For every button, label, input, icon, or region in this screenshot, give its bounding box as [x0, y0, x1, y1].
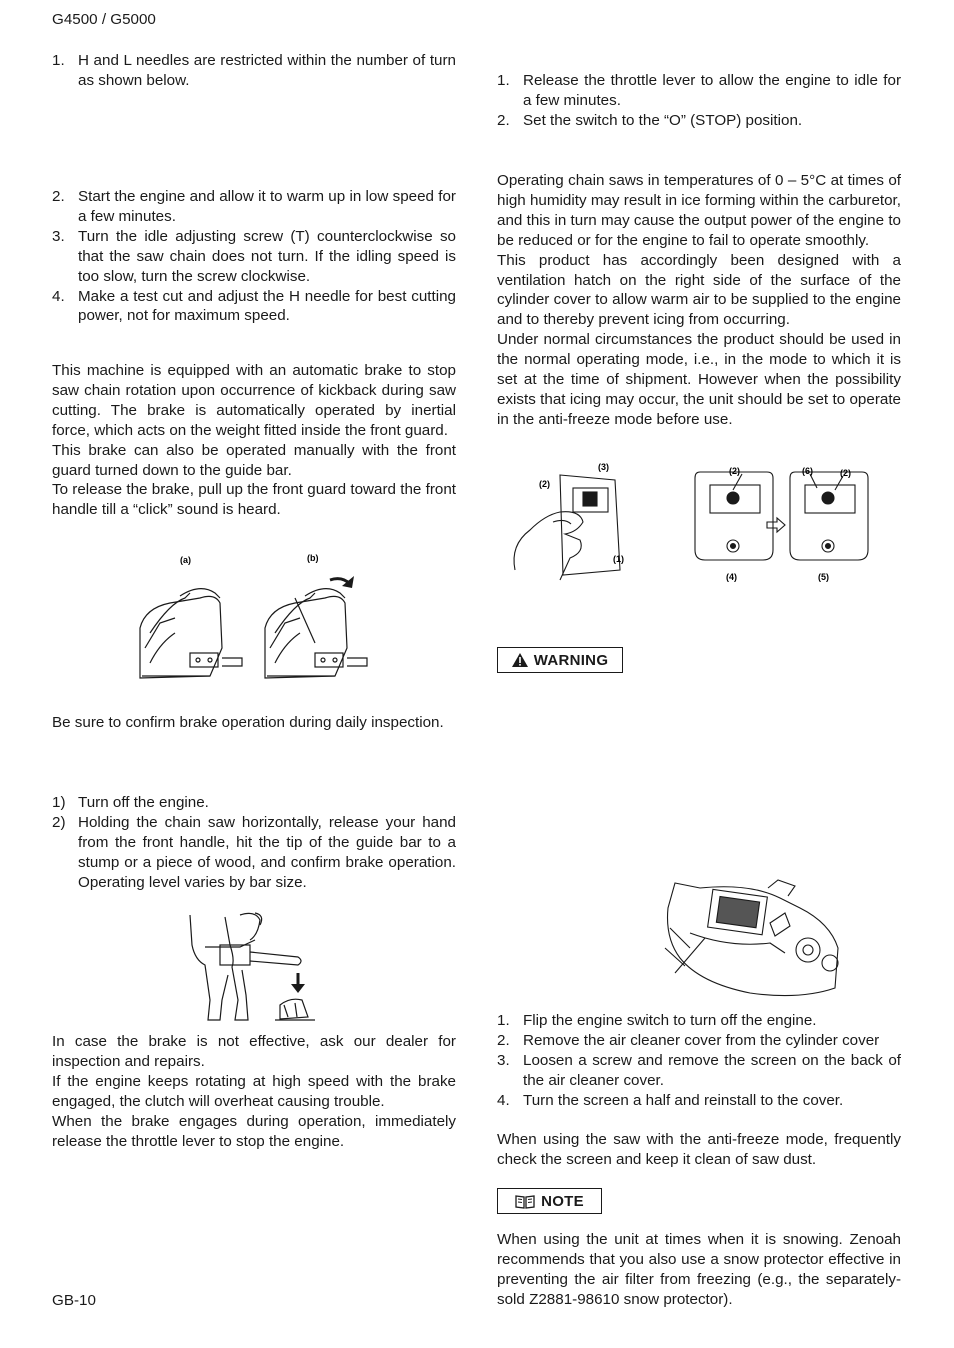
list-item: 1. H and L needles are restricted within the number of turn as shown below.	[52, 52, 456, 89]
brake-test-figure	[180, 905, 330, 1027]
list-item: 2. Remove the air cleaner cover from the cylinder cover	[497, 1031, 880, 1049]
list-item: 3. Turn the idle adjusting screw (T) counterclockwise so that the saw chain does not turn. If the idling speed is too slow, turn the screw clockwise.	[52, 227, 456, 285]
daily-inspection-note: Be sure to confirm brake operation during daily inspection.	[52, 714, 444, 731]
brake-failure-notes: In case the brake is not effective, ask our dealer for inspection and repairs. If the engine keeps rotating at high speed with the brake engaged, the clutch will overheat causing trouble. When the brake engages during operation, immediately release the throttle lever to stop the engine.	[52, 1033, 456, 1150]
screen-maintenance-note: When using the saw with the anti-freeze mode, frequently check the screen and keep it clean of saw dust.	[497, 1131, 901, 1168]
chain-brake-figure	[130, 548, 370, 688]
snow-protector-note: When using the unit at times when it is snowing. Zenoah recommends that you also use a snow protector effective in preventing the air filter from freezing (e.g., the separately-sold Z2881-98610 snow protector).	[497, 1231, 901, 1308]
page-header: G4500 / G5000	[52, 11, 156, 28]
anti-freeze-description: Operating chain saws in temperatures of 0 – 5°C at times of high humidity may result in ice forming within the carburetor, and this in turn may cause the output power of the engine to be reduced or for the engine to fail to operate smoothly. This product has accordingly been designed with a ventilation hatch on the right side of the surface of the cylinder cover to allow warm air to be supplied to the engine and to thereby prevent icing from occurring. Under normal circumstances the product should be used in the normal operating mode, i.e., in the mode to which it is set at the time of shipment. However when the possibility exists that icing may occur, the unit should be set to operate in the anti-freeze mode before use.	[497, 172, 901, 428]
list-item: 2. Set the switch to the “O” (STOP) position.	[497, 111, 803, 129]
warning-badge: WARNING	[497, 647, 623, 673]
list-item: 4. Make a test cut and adjust the H needle for best cutting power, not for maximum speed.	[52, 287, 456, 325]
figure-label-2: (2)	[729, 466, 740, 476]
note-badge: NOTE	[497, 1188, 602, 1214]
figure-label-a: (a)	[180, 555, 191, 565]
list-item: 2) Holding the chain saw horizontally, release your hand from the front handle, hit the tip of the guide bar to a stump or a piece of wood, and confirm brake operation. Operating level varies by bar size.	[52, 813, 456, 891]
figure-label-3: (3)	[598, 462, 609, 472]
air-cleaner-figure	[660, 878, 845, 1003]
screen-flip-steps	[497, 1011, 901, 1111]
figure-label-b: (b)	[307, 553, 319, 563]
figure-label-4: (4)	[726, 572, 737, 582]
page-number: GB-10	[52, 1292, 96, 1309]
list-item: 4. Turn the screen a half and reinstall to the cover.	[497, 1091, 844, 1109]
warning-triangle-icon	[512, 653, 528, 667]
figure-label-2: (2)	[539, 479, 550, 489]
brake-test-steps	[52, 793, 456, 893]
cover-mode-figure	[505, 460, 875, 585]
list-item: 2. Start the engine and allow it to warm up in low speed for a few minutes.	[52, 188, 456, 225]
figure-label-2: (2)	[840, 468, 851, 478]
stop-engine-steps	[497, 71, 901, 131]
list-item: 1. Release the throttle lever to allow the engine to idle for a few minutes.	[497, 72, 901, 109]
adjust-steps-list	[52, 187, 456, 326]
figure-label-1: (1)	[613, 554, 624, 564]
list-item: 1. Flip the engine switch to turn off the engine.	[497, 1012, 817, 1029]
list-item: 1) Turn off the engine.	[52, 794, 209, 811]
book-icon	[515, 1194, 535, 1209]
list-item: 3. Loosen a screw and remove the screen on the back of the air cleaner cover.	[497, 1051, 901, 1089]
figure-label-6: (6)	[802, 466, 813, 476]
figure-label-5: (5)	[818, 572, 829, 582]
needle-list	[52, 51, 456, 91]
brake-description: This machine is equipped with an automatic brake to stop saw chain rotation upon occurrence of kickback during saw cutting. The brake is automatically operated by inertial force, which acts on the weight fitted inside the front guard. This brake can also be operated manually with the front guard turned down to the guide bar. To release the brake, pull up the front guard toward the front handle till a “click” sound is heard.	[52, 362, 456, 519]
